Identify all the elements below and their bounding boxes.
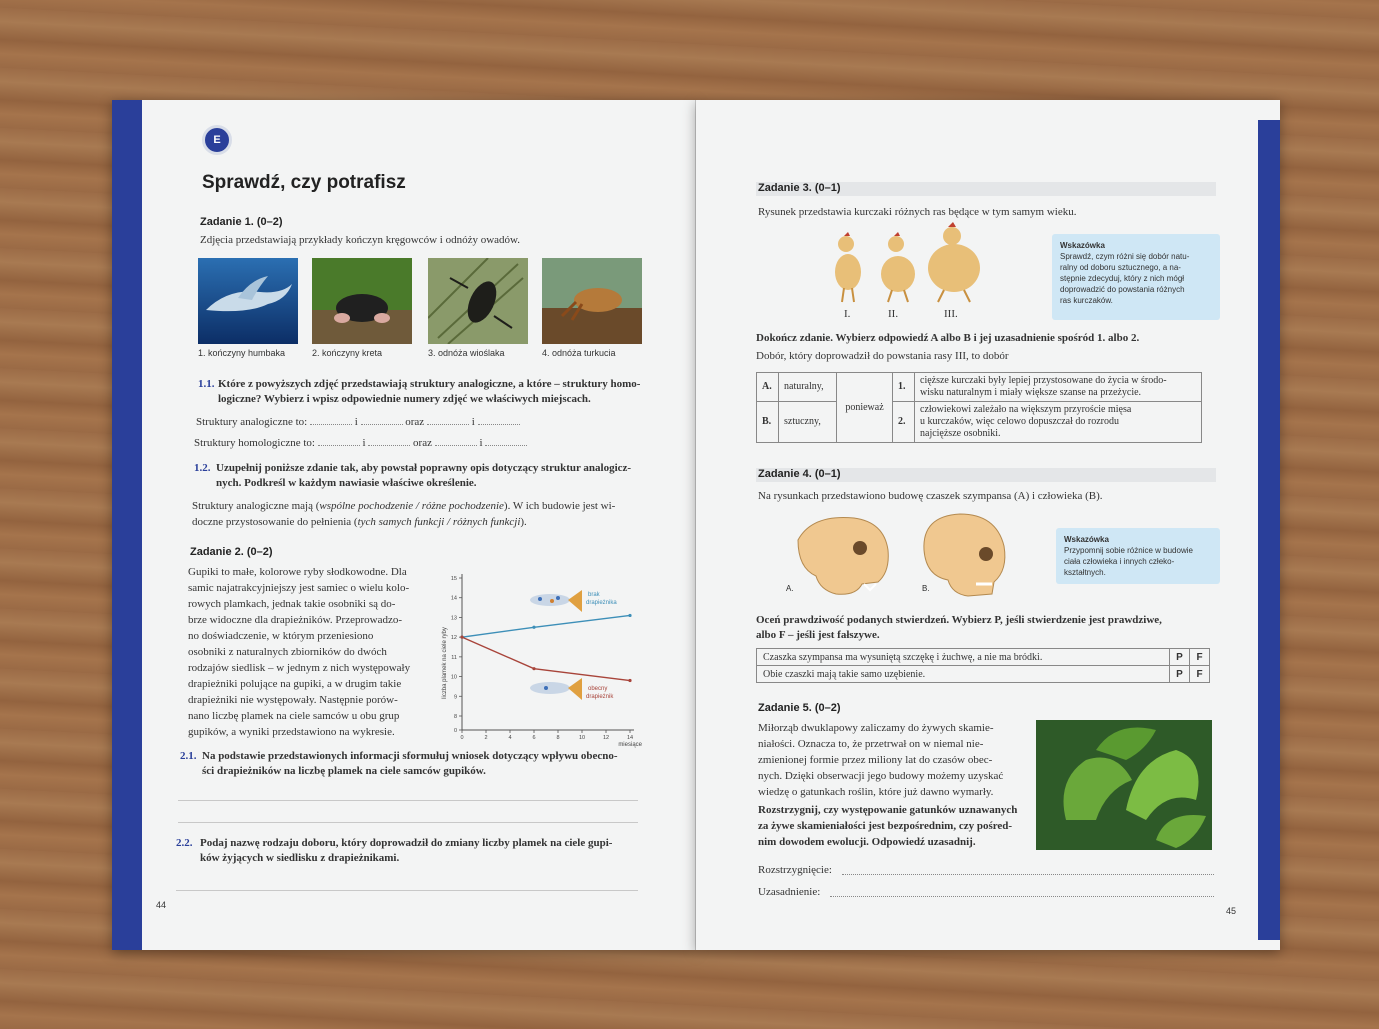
skull-label-b: B. [922,584,930,593]
justification-input-line[interactable] [830,896,1214,897]
chart-y-tick-label: 14 [450,595,457,602]
option-b-letter[interactable]: B. [757,402,779,443]
task3-instruction: Dokończ zdanie. Wybierz odpowiedź A albo B i jej uzasadnienie spośród 1. albo 2. [756,332,1140,344]
hint-line: stępnie zdecyduj, który z nich mógł [1060,274,1185,283]
q21-text-2: ści drapieżników na liczbę plamek na ciele samców gupików. [202,765,486,777]
q12-number: 1.2. [194,462,211,474]
chart-xlabel: miesiące [618,742,642,748]
statement-1: Czaszka szympansa ma wysuniętą szczękę i żuchwę, a nie ma bródki. [757,649,1170,666]
q11-text-1: Które z powyższych zdjęć przedstawiają struktury analogiczne, a które – struktury homo- [218,378,641,390]
chart-x-tick-label: 14 [626,735,634,741]
and-word: i [471,416,475,428]
task2-line: osobniki z naturalnych zbiorników do dwóch [188,646,387,658]
and-word: i [362,437,366,449]
task5-line: niałości. Oznacza to, że przetrwał on w niemal nie- [758,738,984,750]
analogous-answer-row [196,414,520,430]
chart-y-tick-label: 15 [450,576,457,582]
task3-intro: Rysunek przedstawia kurczaki różnych ras będące w tym samym wieku. [758,206,1077,218]
chart-x-tick-label: 4 [508,735,512,741]
chart-y-tick-label: 12 [450,635,457,642]
reason-1-line: wisku naturalnym i miały większe szanse na przeżycie. [920,387,1142,398]
hint-line: ralny od doboru sztucznego, a na- [1060,263,1181,272]
hint-title: Wskazówka [1064,535,1109,544]
sentence-2-end: ). [520,516,527,528]
false-option-1[interactable]: F [1190,649,1210,666]
homologous-blank-3[interactable] [435,436,477,446]
analogous-blank-3[interactable] [427,415,469,425]
q21-text-1: Na podstawie przedstawionych informacji sformułuj wniosek dotyczący wpływu obecno- [202,750,618,762]
and-word: i [354,416,358,428]
decision-label: Rozstrzygnięcie: [758,864,832,876]
task2-line: nano liczbę plamek na ciele samców u obu grup [188,710,400,722]
right-page-stripe [1258,120,1280,940]
chart-y-tick-label: 11 [451,654,457,661]
analogous-label: Struktury analogiczne to: [196,416,308,428]
task2-line: no doświadczenie, w którym przeniesiono [188,630,374,642]
homologous-blank-2[interactable] [368,436,410,446]
q22-text-2: ków żyjących w siedlisku z drapieżnikami. [200,852,400,864]
chart-x-tick-label: 12 [602,735,610,741]
task2-header: Zadanie 2. (0–2) [190,546,273,558]
legend-no-predator-2: drapieżnika [586,600,617,606]
task2-line: drapieżniki nie występowały. Następnie porów- [188,694,398,706]
because-cell: ponieważ [837,373,893,443]
page-number-right: 45 [1226,906,1237,916]
hint-line: doprowadzić do powstania różnych [1060,285,1185,294]
ginkgo-photo [1036,720,1212,850]
task4-header: Zadanie 4. (0–1) [758,468,841,480]
chart-x-tick-label: 8 [556,735,560,741]
table-row [757,649,1210,666]
task4-hint [1056,528,1220,584]
true-false-table [756,648,1210,683]
reason-2-number[interactable]: 2. [893,402,915,443]
task4-intro: Na rysunkach przedstawiono budowę czaszek szympansa (A) i człowieka (B). [758,490,1103,502]
homologous-blank-4[interactable] [485,436,527,446]
fill-sentence-2 [192,514,527,530]
chart-y-tick-label: 10 [450,674,457,681]
chart-x-tick-label: 0 [460,735,464,741]
answer-line[interactable] [178,800,638,801]
caption-1: 1. kończyny humbaka [198,348,286,358]
task5-question-line: za żywe skamieniałości jest bezpośrednim, czy pośred- [758,820,1013,832]
chart-data-point [460,636,463,639]
legend-no-predator-1: brak [588,592,600,598]
right-page [696,100,1280,950]
option-a[interactable]: naturalny, [779,373,837,402]
true-option-1[interactable]: P [1170,649,1190,666]
chicken-icon [835,232,861,302]
legend-predator-1: obecny [588,686,608,692]
task3-answer-table [756,372,1202,443]
caption-2: 2. kończyny kreta [312,348,383,358]
task2-line: rodzajów siedlisk – w jednym z nich występowały [188,662,411,674]
task2-line: Gupiki to małe, kolorowe ryby słodkowodne. Dla [188,566,407,578]
reason-2-line: u kurczaków, więc celowo dopuszczał do rozrodu [920,416,1119,427]
left-page [112,100,696,950]
task2-line: drapieżniki polujące na gupiki, a w drugim takie [188,678,402,690]
page-title: Sprawdź, czy potrafisz [202,172,406,193]
skull-label-a: A. [786,584,794,593]
reason-1[interactable] [915,373,1202,402]
sentence-2-start: doczne przystosowanie do pełnienia ( [192,516,358,528]
chart-data-point [532,667,535,670]
task3-hint [1052,234,1220,320]
chart-data-point [532,626,535,629]
analogous-blank-2[interactable] [361,415,403,425]
q11-number: 1.1. [198,378,215,390]
hint-line: kształtnych. [1064,568,1106,577]
task5-header: Zadanie 5. (0–2) [758,702,841,714]
homologous-blank-1[interactable] [318,436,360,446]
false-option-2[interactable]: F [1190,666,1210,683]
sentence-1-end: ). W ich budowie jest wi- [503,500,616,512]
sentence-1-start: Struktury analogiczne mają ( [192,500,320,512]
guppy-spots-chart [440,568,646,750]
human-skull-icon [924,514,1005,596]
section-badge: E [202,125,232,155]
q11-text-2: logiczne? Wybierz i wpisz odpowiednie numery zdjęć we właściwych miejscach. [218,393,591,405]
q12-text-2: nych. Podkreśl w każdym nawiasie właściwe określenie. [216,477,477,489]
oraz-word: oraz [405,416,425,428]
chicken-label-3: III. [944,308,958,320]
skulls-illustration [792,510,1032,602]
option-a-letter[interactable]: A. [757,373,779,402]
hint-line: ras kurczaków. [1060,296,1113,305]
and-word: i [479,437,483,449]
chart-y-tick-label: 13 [450,615,457,622]
open-textbook [112,100,1280,950]
task2-line: gupików, a wyniki przedstawiono na wykresie. [188,726,395,738]
chart-data-point [628,614,631,617]
task5-line: nych. Dzięki obserwacji jego budowy możemy uzyskać [758,770,1004,782]
photo-mole [312,258,412,344]
task5-line: wiedzę o gatunkach roślin, które już dawno wymarły. [758,786,994,798]
page-number-left: 44 [156,900,167,910]
chicken-label-2: II. [888,308,899,320]
task2-description [188,564,436,740]
chart-series-line [462,637,630,680]
answer-line[interactable] [176,890,638,891]
chart-x-tick-label: 10 [578,735,586,741]
q22-text-1: Podaj nazwę rodzaju doboru, który doprowadził do zmiany liczby plamek na ciele gupi- [200,837,613,849]
hint-line: Przypomnij sobie różnice w budowie [1064,546,1193,555]
fish-many-spots-icon [530,590,582,612]
reason-2-line: najcięższe osobniki. [920,428,1001,439]
chart-y-tick-label: 0 [453,728,457,734]
q12-text-1: Uzupełnij poniższe zdanie tak, aby powstał poprawny opis dotyczący struktur analogicz- [216,462,632,474]
sentence-1-options[interactable]: wspólne pochodzenie / różne pochodzenie [319,500,504,512]
chart-x-tick-label: 2 [484,735,488,741]
chart-data-point [628,679,631,682]
task5-description [758,720,1028,850]
chimp-skull-icon [798,517,888,594]
task2-line: samic najatrakcyjniejszy jest samiec o wielu kolo- [188,582,410,594]
task2-line: brze widoczne dla drapieżników. Przeprowadzo- [188,614,402,626]
task1-header: Zadanie 1. (0–2) [200,216,283,228]
task5-line: zmienionej formie przez miliony lat do czasów obec- [758,754,993,766]
task3-stem: Dobór, który doprowadził do powstania rasy III, to dobór [756,350,1009,362]
chicken-label-1: I. [844,308,851,320]
homologous-label: Struktury homologiczne to: [194,437,315,449]
option-b[interactable]: sztuczny, [779,402,837,443]
chicken-icon [928,222,980,302]
q22-number: 2.2. [176,837,193,849]
table-row [757,666,1210,683]
q21-number: 2.1. [180,750,197,762]
oraz-word: oraz [413,437,432,449]
fish-few-spots-icon [530,678,582,700]
reason-2-line: człowiekowi zależało na większym przyroście mięsa [920,404,1132,415]
task5-question-line: nim dowodem ewolucji. Odpowiedź uzasadnij. [758,836,976,848]
decision-input-line[interactable] [842,874,1214,875]
task4-instruction-2: albo F – jeśli jest fałszywe. [756,629,880,641]
fill-sentence-1 [192,498,615,514]
chart-x-tick-label: 6 [532,735,536,741]
photo-mole-cricket [542,258,642,344]
analogous-blank-4[interactable] [478,415,520,425]
chart-y-tick-label: 9 [453,694,457,701]
answer-line[interactable] [178,822,638,823]
analogous-blank-1[interactable] [310,415,352,425]
task4-instruction-1: Oceń prawdziwość podanych stwierdzeń. Wybierz P, jeśli stwierdzenie jest prawdziwe, [756,614,1162,626]
caption-4: 4. odnóża turkucia [542,348,616,358]
hint-title: Wskazówka [1060,241,1105,250]
caption-3: 3. odnóża wioślaka [428,348,505,358]
left-page-stripe [112,100,142,950]
homologous-answer-row [194,435,527,451]
legend-predator-2: drapieżnik [586,694,614,700]
statement-2: Obie czaszki mają takie samo uzębienie. [757,666,1170,683]
justification-label: Uzasadnienie: [758,886,821,898]
true-option-2[interactable]: P [1170,666,1190,683]
chart-y-tick-label: 8 [453,714,457,720]
task1-intro: Zdjęcia przedstawiają przykłady kończyn kręgowców i odnóży owadów. [200,234,521,246]
hint-line: Sprawdź, czym różni się dobór natu- [1060,252,1190,261]
reason-1-number[interactable]: 1. [893,373,915,402]
reason-2[interactable] [915,402,1202,443]
task5-line: Miłorząb dwuklapowy zaliczamy do żywych skamie- [758,722,994,734]
sentence-2-options[interactable]: tych samych funkcji / różnych funkcji [357,516,521,528]
chart-ylabel: liczba plamek na ciele ryby [442,627,448,699]
chart-series-line [462,615,630,637]
task2-line: rowych plamkach, jednak takie osobniki są do- [188,598,396,610]
reason-1-line: cięższe kurczaki były lepiej przystosowane do życia w środo- [920,375,1167,386]
photo-water-boatman [428,258,528,344]
photo-humpback [198,258,298,344]
task5-question-line: Rozstrzygnij, czy występowanie gatunków uznawanych [758,804,1018,816]
hint-line: ciała człowieka i innych człeko- [1064,557,1175,566]
task3-header: Zadanie 3. (0–1) [758,182,841,194]
chicken-icon [881,232,915,302]
